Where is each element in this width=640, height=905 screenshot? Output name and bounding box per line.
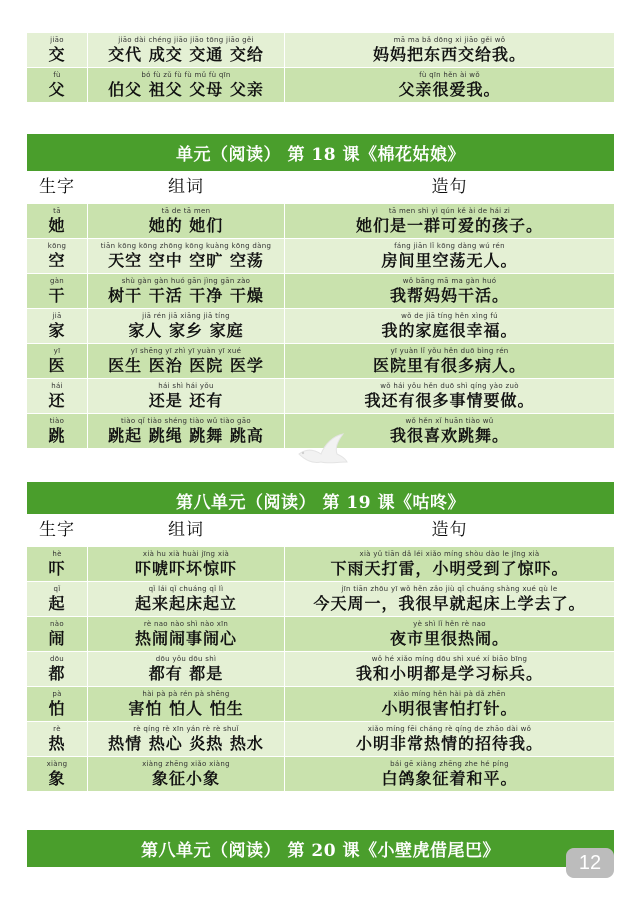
words: 天空 空中 空旷 空荡	[108, 250, 264, 270]
char-pinyin: jiāo	[50, 35, 64, 44]
char-pinyin: rè	[53, 724, 61, 733]
sentence-pinyin: tā men shì yì qún kě ài de hái zi	[388, 206, 511, 215]
sentence-pinyin: wǒ de jiā tíng hěn xìng fú	[401, 311, 498, 320]
char: 父	[48, 79, 66, 99]
char-pinyin: fù	[53, 70, 61, 79]
table-row	[27, 582, 614, 617]
words-pinyin: tiān kōng kōng zhōng kōng kuàng kōng dàng	[100, 241, 272, 250]
header-char: 生字	[39, 520, 75, 540]
top-table	[27, 33, 614, 103]
sentence: 下雨天打雷，小明受到了惊吓。	[330, 558, 569, 578]
words: 热情 热心 炎热 热水	[108, 733, 264, 753]
words: 伯父 祖父 父母 父亲	[108, 79, 264, 99]
sentence-pinyin: bái gē xiàng zhēng zhe hé píng	[390, 759, 509, 768]
table-row	[27, 757, 614, 792]
table-row	[27, 617, 614, 652]
char-pinyin: nào	[50, 619, 64, 628]
words-pinyin: shù gàn gàn huó gān jìng gān zào	[121, 276, 251, 285]
header-sentence: 造句	[431, 520, 468, 540]
words-pinyin: tiào qǐ tiào shéng tiào wǔ tiào gāo	[121, 416, 251, 425]
char-pinyin: pà	[52, 689, 62, 698]
char: 起	[48, 593, 66, 613]
char: 都	[48, 663, 66, 683]
words-pinyin: hài pà pà rén pà shēng	[142, 689, 230, 698]
sentence: 她们是一群可爱的孩子。	[355, 215, 543, 235]
char-pinyin: yī	[53, 346, 61, 355]
words: 医生 医治 医院 医学	[108, 355, 264, 375]
lesson-18-banner: 单元（阅读） 第 18 课《棉花姑娘》	[27, 134, 614, 171]
lesson-18-table	[27, 171, 614, 449]
header-sentence: 造句	[431, 177, 468, 197]
table-row	[27, 652, 614, 687]
words: 家人 家乡 家庭	[128, 320, 244, 340]
sentence: 我还有很多事情要做。	[364, 390, 535, 410]
char: 交	[48, 44, 66, 64]
table-row	[27, 274, 614, 309]
words: 交代 成交 交通 交给	[108, 44, 264, 64]
table-header	[27, 514, 614, 547]
char-pinyin: tā	[53, 206, 61, 215]
char: 吓	[48, 558, 66, 578]
lesson-19-banner: 第八单元（阅读） 第 19 课《咕咚》	[27, 482, 614, 519]
words-pinyin: dōu yǒu dōu shì	[155, 654, 217, 663]
sentence: 我很喜欢跳舞。	[389, 425, 509, 445]
words: 吓唬吓坏惊吓	[134, 558, 237, 578]
header-words: 组词	[168, 520, 204, 540]
sentence-pinyin: wǒ hái yǒu hěn duō shì qíng yào zuò	[380, 381, 519, 390]
table-row	[27, 239, 614, 274]
lesson-19-table	[27, 514, 614, 792]
header-words: 组词	[168, 177, 204, 197]
char-pinyin: tiào	[49, 416, 65, 425]
page-number: 12	[566, 848, 614, 878]
words-pinyin: tā de tā men	[161, 206, 211, 215]
sentence: 我和小明都是学习标兵。	[355, 663, 543, 683]
table-row	[27, 379, 614, 414]
table-row	[27, 687, 614, 722]
sentence-pinyin: mā ma bǎ dōng xi jiāo gěi wǒ	[393, 35, 506, 44]
table-row	[27, 547, 614, 582]
words-pinyin: xià hu xià huài jīng xià	[142, 549, 230, 558]
sentence: 妈妈把东西交给我。	[372, 44, 526, 64]
char: 干	[48, 285, 66, 305]
words-pinyin: hái shì hái yǒu	[158, 381, 214, 390]
words-pinyin: qǐ lái qǐ chuáng qǐ lì	[148, 584, 224, 593]
char: 医	[48, 355, 66, 375]
table-row	[27, 204, 614, 239]
char: 热	[48, 733, 66, 753]
sentence-pinyin: yè shì lǐ hěn rè nao	[413, 619, 486, 628]
sentence-pinyin: xiǎo míng hěn hài pà dǎ zhēn	[393, 689, 506, 698]
sentence: 白鸽象征着和平。	[381, 768, 518, 788]
words-pinyin: jiāo dài chéng jiāo jiāo tōng jiāo gěi	[118, 35, 254, 44]
sentence: 房间里空荡无人。	[381, 250, 518, 270]
sentence-pinyin: fáng jiān lǐ kōng dàng wú rén	[394, 241, 505, 250]
sentence: 夜市里很热闹。	[389, 628, 509, 648]
sentence-pinyin: xià yǔ tiān dǎ léi xiǎo míng shòu dào le jīng xià	[359, 549, 540, 558]
char: 象	[48, 768, 66, 788]
header-char: 生字	[39, 177, 75, 197]
words-pinyin: rè qíng rè xīn yán rè rè shuǐ	[133, 724, 239, 733]
sentence: 我帮妈妈干活。	[389, 285, 509, 305]
char: 跳	[48, 425, 66, 445]
sentence-pinyin: fù qīn hěn ài wǒ	[419, 70, 480, 79]
sentence-pinyin: jīn tiān zhōu yī wǒ hěn zǎo jiù qǐ chuáng shàng xué qù le	[341, 584, 558, 593]
words-pinyin: jiā rén jiā xiāng jiā tíng	[142, 311, 230, 320]
sentence-pinyin: wǒ hé xiǎo míng dōu shì xué xí biāo bīng	[371, 654, 528, 663]
sentence-pinyin: xiǎo míng fēi cháng rè qíng de zhāo dài wǒ	[367, 724, 532, 733]
sentence: 我的家庭很幸福。	[381, 320, 518, 340]
table-row	[27, 722, 614, 757]
table-row	[27, 344, 614, 379]
char-pinyin: hái	[51, 381, 63, 390]
char: 闹	[48, 628, 66, 648]
words: 象征小象	[151, 768, 220, 788]
lesson-20-banner: 第八单元（阅读） 第 20 课《小壁虎借尾巴》	[27, 830, 614, 867]
char-pinyin: kōng	[47, 241, 67, 250]
words: 都有 都是	[148, 663, 224, 683]
table-row	[27, 68, 614, 103]
table-row	[27, 309, 614, 344]
char-pinyin: gàn	[49, 276, 65, 285]
words: 她的 她们	[148, 215, 224, 235]
table-row	[27, 33, 614, 68]
sentence: 今天周一，我很早就起床上学去了。	[313, 593, 586, 613]
sentence-pinyin: wǒ bāng mā ma gàn huó	[402, 276, 497, 285]
sentence: 小明很害怕打针。	[381, 698, 518, 718]
sentence-pinyin: wǒ hěn xǐ huān tiào wǔ	[405, 416, 494, 425]
words: 害怕 怕人 怕生	[128, 698, 244, 718]
sentence: 医院里有很多病人。	[372, 355, 526, 375]
char: 怕	[48, 698, 66, 718]
words-pinyin: yī shēng yī zhì yī yuàn yī xué	[130, 346, 242, 355]
words: 还是 还有	[148, 390, 224, 410]
words: 热闹闹事闹心	[134, 628, 237, 648]
sentence-pinyin: yī yuàn lǐ yǒu hěn duō bìng rén	[390, 346, 509, 355]
char: 还	[48, 390, 66, 410]
char-pinyin: hè	[52, 549, 62, 558]
char-pinyin: xiàng	[46, 759, 68, 768]
char-pinyin: qǐ	[53, 584, 61, 593]
words: 跳起 跳绳 跳舞 跳高	[108, 425, 264, 445]
words: 起来起床起立	[134, 593, 237, 613]
dove-watermark-icon	[293, 428, 349, 472]
char-pinyin: dōu	[49, 654, 65, 663]
table-header	[27, 171, 614, 204]
words-pinyin: bó fù zǔ fù fù mǔ fù qīn	[141, 70, 231, 79]
sentence: 父亲很爱我。	[398, 79, 501, 99]
sentence: 小明非常热情的招待我。	[355, 733, 543, 753]
char: 她	[48, 215, 66, 235]
words-pinyin: rè nao nào shì nào xīn	[143, 619, 229, 628]
char-pinyin: jiā	[52, 311, 62, 320]
words-pinyin: xiàng zhēng xiǎo xiàng	[142, 759, 230, 768]
char: 空	[48, 250, 66, 270]
char: 家	[48, 320, 66, 340]
words: 树干 干活 干净 干燥	[108, 285, 264, 305]
